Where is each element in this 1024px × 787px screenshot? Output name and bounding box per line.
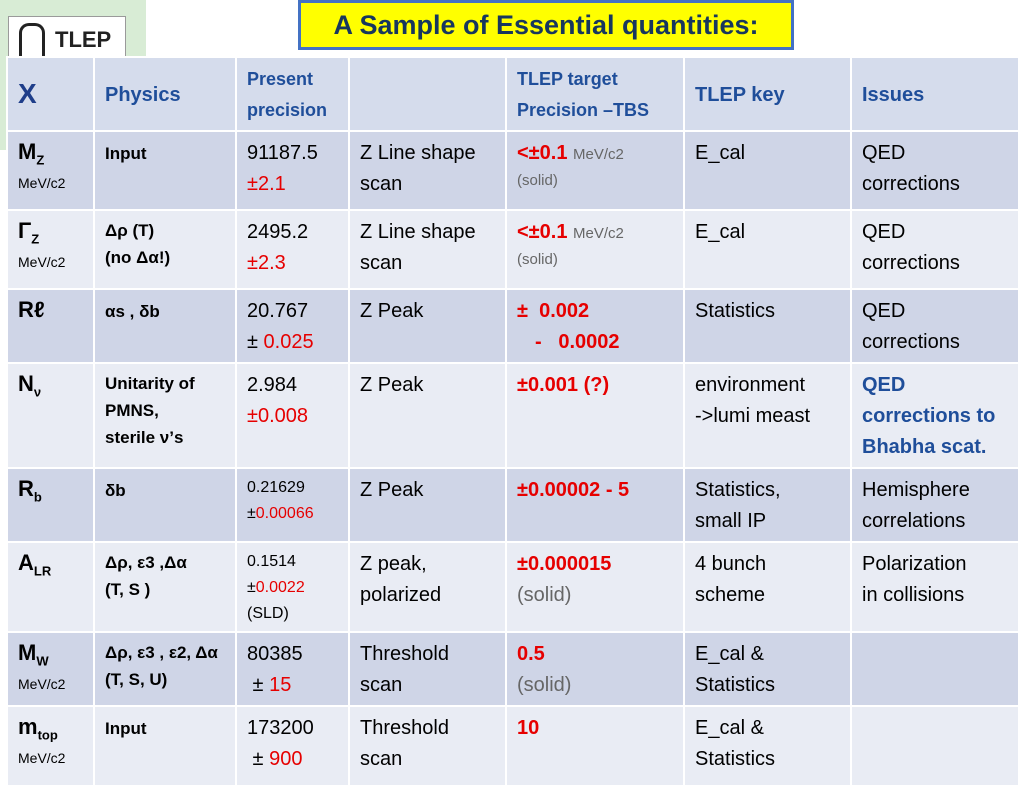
header-precision: Present precision: [236, 57, 349, 131]
method-cell: Z Peak: [349, 363, 506, 468]
table-row: [7, 289, 1019, 363]
header-x: X: [7, 57, 94, 131]
target-cell: <±0.1 MeV/c2 (solid): [506, 210, 684, 289]
quantity-cell: $M_Z$ MeV/c2: [7, 131, 94, 210]
quantity-cell: $m_{top}$ MeV/c2: [7, 706, 94, 786]
issues-cell: [851, 706, 1019, 786]
precision-cell: 0.1514 ±0.0022 (SLD): [236, 542, 349, 632]
quantities-table: [6, 56, 1020, 787]
method-cell: Z Peak: [349, 289, 506, 363]
key-cell: E_cal & Statistics: [684, 706, 851, 786]
method-cell: Threshold scan: [349, 632, 506, 706]
quantity-cell: $A_{LR}$: [7, 542, 94, 632]
physics-cell: Δρ, ε3 , ε2, Δα (T, S, U): [94, 632, 236, 706]
quantity-cell: $R_b$: [7, 468, 94, 542]
issues-cell: [851, 632, 1019, 706]
key-cell: E_cal: [684, 131, 851, 210]
precision-cell: 80385 ± 15: [236, 632, 349, 706]
header-key: TLEP key: [684, 57, 851, 131]
table-row: [7, 542, 1019, 632]
precision-cell: 91187.5 ±2.1: [236, 131, 349, 210]
physics-cell: Δρ, ε3 ,Δα (T, S ): [94, 542, 236, 632]
target-cell: ±0.001 (?): [506, 363, 684, 468]
key-cell: Statistics, small IP: [684, 468, 851, 542]
header-target: TLEP target Precision –TBS: [506, 57, 684, 131]
issues-cell: Polarization in collisions: [851, 542, 1019, 632]
table-row: [7, 706, 1019, 786]
issues-cell: QED corrections: [851, 210, 1019, 289]
precision-cell: 173200 ± 900: [236, 706, 349, 786]
slide-title: A Sample of Essential quantities:: [298, 0, 794, 50]
quantity-cell: Rℓ: [7, 289, 94, 363]
key-cell: Statistics: [684, 289, 851, 363]
method-cell: Z Line shape scan: [349, 210, 506, 289]
issues-cell: QED corrections to Bhabha scat.: [851, 363, 1019, 468]
quantity-cell: $M_W$ MeV/c2: [7, 632, 94, 706]
precision-cell: 0.21629 ±0.00066: [236, 468, 349, 542]
physics-cell: Input: [94, 706, 236, 786]
issues-cell: QED corrections: [851, 131, 1019, 210]
target-cell: ±0.000015 (solid): [506, 542, 684, 632]
precision-cell: 2495.2 ±2.3: [236, 210, 349, 289]
key-cell: 4 bunch scheme: [684, 542, 851, 632]
method-cell: Z Line shape scan: [349, 131, 506, 210]
issues-cell: Hemisphere correlations: [851, 468, 1019, 542]
quantity-cell: $\Gamma_Z$ MeV/c2: [7, 210, 94, 289]
target-cell: ± 0.002 - 0.0002: [506, 289, 684, 363]
table-row: [7, 210, 1019, 289]
target-cell: <±0.1 MeV/c2 (solid): [506, 131, 684, 210]
issues-cell: QED corrections: [851, 289, 1019, 363]
target-cell: ±0.00002 - 5: [506, 468, 684, 542]
physics-cell: Input: [94, 131, 236, 210]
precision-cell: 2.984 ±0.008: [236, 363, 349, 468]
header-method: [349, 57, 506, 131]
physics-cell: Δρ (T) (no Δα!): [94, 210, 236, 289]
key-cell: E_cal & Statistics: [684, 632, 851, 706]
key-cell: environment ->lumi meast: [684, 363, 851, 468]
table-row: [7, 131, 1019, 210]
logo-text: TLEP: [55, 27, 112, 52]
header-issues: Issues: [851, 57, 1019, 131]
quantity-cell: $N_\nu$: [7, 363, 94, 468]
physics-cell: αs , δb: [94, 289, 236, 363]
table-header-row: [7, 57, 1019, 131]
key-cell: E_cal: [684, 210, 851, 289]
header-physics: Physics: [94, 57, 236, 131]
precision-cell: 20.767 ± 0.025: [236, 289, 349, 363]
physics-cell: δb: [94, 468, 236, 542]
method-cell: Threshold scan: [349, 706, 506, 786]
target-cell: 0.5 (solid): [506, 632, 684, 706]
table-row: [7, 468, 1019, 542]
table-row: [7, 363, 1019, 468]
table-row: [7, 632, 1019, 706]
target-cell: 10: [506, 706, 684, 786]
method-cell: Z peak, polarized: [349, 542, 506, 632]
physics-cell: Unitarity of PMNS, sterile ν’s: [94, 363, 236, 468]
method-cell: Z Peak: [349, 468, 506, 542]
